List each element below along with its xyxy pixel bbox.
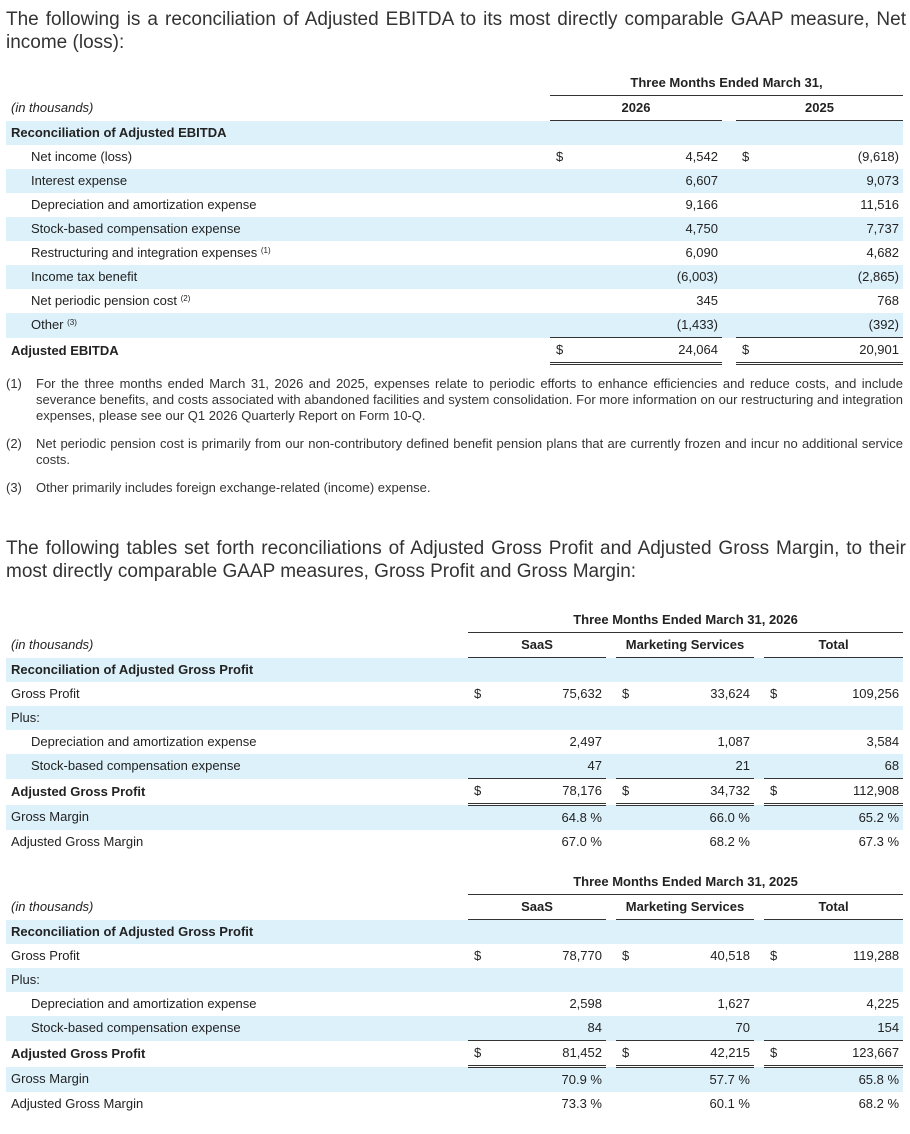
row-label: Gross Margin <box>6 805 468 831</box>
value-saas: 73.3 % <box>561 1096 602 1111</box>
row-label-text: Net income (loss) <box>31 149 133 164</box>
plus-label: Plus: <box>6 968 903 992</box>
row-label: Depreciation and amortization expense <box>31 734 257 749</box>
value-total: 119,288 <box>853 948 900 963</box>
currency-symbol: $ <box>764 779 788 805</box>
value-2025: 20,901 <box>756 338 903 364</box>
ebitda-row <box>6 289 903 313</box>
row-label-text: Depreciation and amortization expense <box>31 197 257 212</box>
value-saas: 2,598 <box>569 996 602 1011</box>
ebitda-row <box>6 145 903 169</box>
currency-symbol: $ <box>556 149 564 164</box>
value-2025: (392) <box>756 313 903 338</box>
footnote-mark: (3) <box>6 480 22 495</box>
currency-symbol: $ <box>468 1041 492 1067</box>
ebitda-total-row <box>6 338 903 364</box>
currency-cell <box>736 217 756 241</box>
section-row <box>6 658 903 683</box>
currency-cell <box>736 193 756 217</box>
currency-symbol: $ <box>764 1041 788 1067</box>
footnote-2 <box>6 436 903 468</box>
footnote-mark: (1) <box>6 376 22 391</box>
ebitda-row <box>6 217 903 241</box>
column-header-marketing-services: Marketing Services <box>616 895 754 920</box>
currency-cell <box>550 265 574 289</box>
ebitda-section-row <box>6 121 903 146</box>
value-2025: 768 <box>877 293 899 308</box>
value-total: 65.8 % <box>788 1067 903 1093</box>
addback-row <box>6 1016 903 1041</box>
footnote-mark: (2) <box>6 436 22 451</box>
row-label: Adjusted Gross Profit <box>11 783 146 799</box>
value-total: 123,667 <box>788 1041 903 1067</box>
currency-symbol: $ <box>550 338 574 364</box>
column-header-2026: 2026 <box>550 96 722 121</box>
row-label: Gross Profit <box>11 948 80 963</box>
ebitda-row <box>6 265 903 289</box>
value-2026: 6,607 <box>574 169 722 193</box>
ebitda-period-header-row <box>6 71 903 96</box>
value-marketing-services: 21 <box>640 754 754 779</box>
footnote-text: Net periodic pension cost is primarily from our non-contributory defined benefit pension plans that are currently frozen and incur no additional service costs. <box>36 436 903 467</box>
column-header-total: Total <box>764 633 903 658</box>
row-label: Stock-based compensation expense <box>6 1016 468 1041</box>
value-saas: 78,770 <box>562 948 602 963</box>
value-2026: 4,750 <box>574 217 722 241</box>
currency-cell <box>550 313 574 338</box>
value-saas: 2,497 <box>569 734 602 749</box>
row-label-text: Other <box>31 317 64 333</box>
row-label: Stock-based compensation expense <box>6 754 468 779</box>
units-label: (in thousands) <box>11 100 94 115</box>
row-label <box>6 265 550 289</box>
value-total: 68 <box>788 754 903 779</box>
period-header-row <box>6 608 903 633</box>
row-label <box>6 169 550 193</box>
currency-cell <box>550 289 574 313</box>
column-header-total: Total <box>764 895 903 920</box>
intro-paragraph-ebitda: The following is a reconciliation of Adjusted EBITDA to its most directly comparable GAAP measure, Net income (loss): <box>6 9 906 53</box>
value-marketing-services: 40,518 <box>710 948 750 963</box>
column-header-saas: SaaS <box>468 895 606 920</box>
gross-profit-row <box>6 944 903 968</box>
adjusted-gross-margin-row <box>6 830 903 854</box>
value-total: 154 <box>788 1016 903 1041</box>
currency-cell <box>736 241 756 265</box>
gross-margin-row <box>6 1067 903 1093</box>
value-marketing-services: 70 <box>640 1016 754 1041</box>
ebitda-period-header: Three Months Ended March 31, <box>550 71 903 96</box>
currency-cell <box>550 169 574 193</box>
row-label <box>6 313 550 338</box>
value-2026: 9,166 <box>685 197 718 212</box>
ebitda-row <box>6 193 903 217</box>
value-saas: 78,176 <box>492 779 606 805</box>
value-2025: 11,516 <box>860 197 899 212</box>
value-marketing-services: 60.1 % <box>709 1096 750 1111</box>
row-label <box>6 289 550 313</box>
ebitda-row <box>6 169 903 193</box>
row-label <box>6 217 550 241</box>
value-saas: 70.9 % <box>492 1067 606 1093</box>
row-label: Depreciation and amortization expense <box>31 996 257 1011</box>
value-marketing-services: 34,732 <box>640 779 754 805</box>
value-total: 3,584 <box>866 734 900 749</box>
row-label: Gross Profit <box>11 686 80 701</box>
adjusted-gross-profit-row <box>6 1041 903 1067</box>
row-label-text: Income tax benefit <box>31 269 138 284</box>
currency-symbol: $ <box>736 338 756 364</box>
currency-symbol: $ <box>622 948 630 963</box>
footnote-reference: (3) <box>67 318 77 328</box>
ebitda-row <box>6 241 903 265</box>
value-total: 65.2 % <box>788 805 903 831</box>
adjusted-gross-profit-row <box>6 779 903 805</box>
row-label <box>6 145 550 169</box>
column-header-row <box>6 895 903 920</box>
plus-row <box>6 968 903 992</box>
column-header-2025: 2025 <box>736 96 903 121</box>
value-saas: 84 <box>492 1016 606 1041</box>
value-marketing-services: 57.7 % <box>640 1067 754 1093</box>
value-2025: 9,073 <box>756 169 903 193</box>
value-marketing-services: 1,627 <box>717 996 750 1011</box>
currency-cell <box>736 169 756 193</box>
currency-symbol: $ <box>770 686 778 701</box>
currency-cell <box>550 241 574 265</box>
ebitda-column-header-row <box>6 96 903 121</box>
value-2026: (6,003) <box>574 265 722 289</box>
value-total: 67.3 % <box>858 834 900 849</box>
footnote-3 <box>6 480 903 496</box>
currency-cell <box>550 193 574 217</box>
plus-row <box>6 706 903 730</box>
value-2026: 6,090 <box>685 245 718 260</box>
value-saas: 75,632 <box>562 686 602 701</box>
value-saas: 81,452 <box>492 1041 606 1067</box>
value-marketing-services: 42,215 <box>640 1041 754 1067</box>
currency-symbol: $ <box>616 1041 640 1067</box>
row-label-text: Interest expense <box>31 173 128 188</box>
column-header-row <box>6 633 903 658</box>
value-saas: 47 <box>492 754 606 779</box>
units-label: (in thousands) <box>11 899 94 914</box>
footnote-text: For the three months ended March 31, 2026 and 2025, expenses relate to periodic efforts to enhance efficiencies and reduce costs, and include severance benefits, and costs associated with abandoned facilities and system consolidation. For more information on our restructuring and integration expenses, please see our Q1 2026 Quarterly Report on Form 10-Q. <box>36 376 903 423</box>
footnote-text: Other primarily includes foreign exchange-related (income) expense. <box>36 480 431 495</box>
value-marketing-services: 68.2 % <box>709 834 750 849</box>
currency-symbol: $ <box>770 948 778 963</box>
period-header-row <box>6 870 903 895</box>
intro-paragraph-gross-profit: The following tables set forth reconciliations of Adjusted Gross Profit and Adjusted Gross Margin, to their most directly comparable GAAP measures, Gross Profit and Gross Margin: <box>6 538 906 582</box>
ebitda-reconciliation-table <box>6 71 903 365</box>
value-2026: (1,433) <box>574 313 722 338</box>
value-2025: 7,737 <box>756 217 903 241</box>
row-label: Adjusted Gross Profit <box>11 1045 146 1061</box>
currency-cell <box>550 145 574 169</box>
ebitda-row <box>6 313 903 338</box>
currency-symbol: $ <box>474 948 482 963</box>
addback-row <box>6 754 903 779</box>
value-2026: 345 <box>696 293 718 308</box>
row-label: Adjusted Gross Margin <box>11 834 144 849</box>
period-header: Three Months Ended March 31, 2026 <box>468 608 903 633</box>
section-title: Reconciliation of Adjusted EBITDA <box>6 121 903 146</box>
row-label-text: Stock-based compensation expense <box>31 221 241 236</box>
value-total: 109,256 <box>852 686 900 701</box>
gross-profit-reconciliation-table-1 <box>6 608 903 854</box>
units-label: (in thousands) <box>11 637 94 652</box>
row-label <box>6 193 550 217</box>
value-marketing-services: 33,624 <box>710 686 750 701</box>
currency-symbol: $ <box>616 779 640 805</box>
row-label: Adjusted Gross Margin <box>11 1096 144 1111</box>
period-header: Three Months Ended March 31, 2025 <box>468 870 903 895</box>
section-row <box>6 920 903 945</box>
value-saas: 67.0 % <box>561 834 602 849</box>
currency-cell <box>736 313 756 338</box>
row-label: Gross Margin <box>6 1067 468 1093</box>
currency-symbol: $ <box>742 149 750 164</box>
footnote-1 <box>6 376 903 424</box>
plus-label: Plus: <box>6 706 903 730</box>
currency-symbol: $ <box>622 686 630 701</box>
column-header-saas: SaaS <box>468 633 606 658</box>
currency-cell <box>736 289 756 313</box>
currency-cell <box>550 217 574 241</box>
addback-row <box>6 730 903 754</box>
footnote-reference: (1) <box>260 246 271 255</box>
column-header-marketing-services: Marketing Services <box>616 633 754 658</box>
row-label <box>6 241 550 265</box>
value-2026: 4,542 <box>685 149 718 164</box>
footnote-reference: (2) <box>180 294 191 303</box>
gross-margin-row <box>6 805 903 831</box>
value-marketing-services: 1,087 <box>717 734 750 749</box>
section-title: Reconciliation of Adjusted Gross Profit <box>6 920 903 945</box>
adjusted-gross-margin-row <box>6 1092 903 1116</box>
value-marketing-services: 66.0 % <box>640 805 754 831</box>
row-label-text: Restructuring and integration expenses <box>31 245 258 260</box>
row-label-text: Net periodic pension cost <box>31 293 177 308</box>
value-2026: 24,064 <box>574 338 722 364</box>
addback-row <box>6 992 903 1016</box>
currency-symbol: $ <box>474 686 482 701</box>
currency-symbol: $ <box>468 779 492 805</box>
gross-profit-reconciliation-table-2 <box>6 870 903 1116</box>
value-2025: 4,682 <box>866 245 899 260</box>
value-2025: (2,865) <box>756 265 903 289</box>
row-label: Adjusted EBITDA <box>11 342 119 358</box>
currency-cell <box>736 145 756 169</box>
value-saas: 64.8 % <box>492 805 606 831</box>
currency-cell <box>736 265 756 289</box>
value-total: 4,225 <box>866 996 900 1011</box>
value-total: 112,908 <box>788 779 903 805</box>
gross-profit-row <box>6 682 903 706</box>
section-title: Reconciliation of Adjusted Gross Profit <box>6 658 903 683</box>
value-2025: (9,618) <box>857 149 899 164</box>
value-total: 68.2 % <box>858 1096 900 1111</box>
